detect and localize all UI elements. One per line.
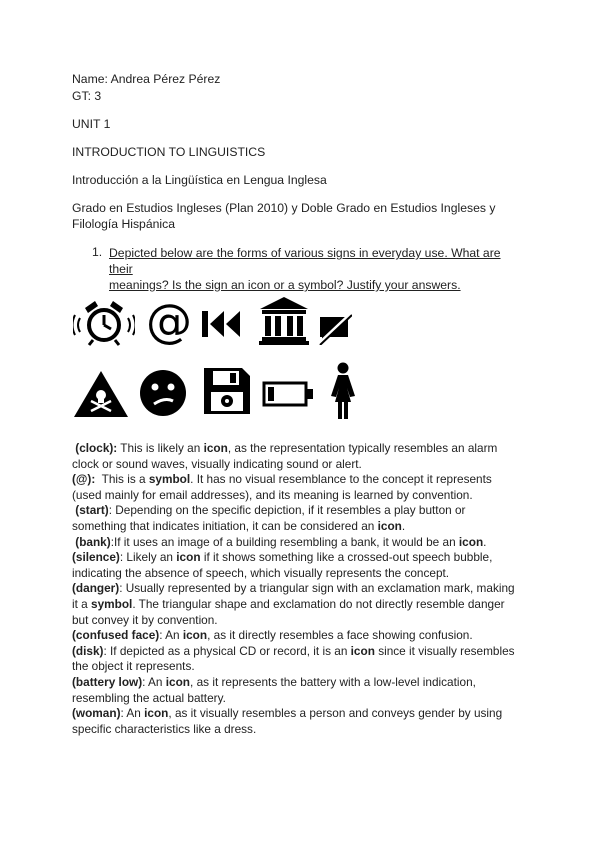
confused-face-icon bbox=[139, 369, 187, 417]
answer-line: (confused face): An icon, as it directly resembles a face showing confusion. bbox=[72, 628, 473, 643]
answer-line: resembling the actual battery. bbox=[72, 690, 226, 705]
answer-line: (start): Depending on the specific depiction, if it resembles a play button or bbox=[75, 503, 466, 518]
muted-speech-icon bbox=[318, 313, 352, 345]
answer-line: it a symbol. The triangular shape and exclamation do not directly resemble danger bbox=[72, 596, 505, 611]
alarm-clock-icon bbox=[73, 298, 135, 348]
degree-line: Filología Hispánica bbox=[72, 217, 175, 231]
answer-line: (clock): This is likely an icon, as the representation typically resembles an alarm bbox=[75, 441, 498, 455]
answer-line: (disk): If depicted as a physical CD or record, it is an icon since it visually resembles bbox=[72, 643, 515, 658]
course-subtitle: Introducción a la Lingüística en Lengua Inglesa bbox=[72, 173, 327, 187]
degree-line: Grado en Estudios Ingleses (Plan 2010) y Doble Grado en Estudios Ingleses y bbox=[72, 201, 496, 215]
group-label: GT: 3 bbox=[72, 89, 102, 103]
course-title: INTRODUCTION TO LINGUISTICS bbox=[72, 145, 266, 159]
battery-low-icon bbox=[262, 381, 314, 407]
answer-line: (danger): Usually represented by a triangular sign with an exclamation mark, making bbox=[72, 581, 515, 596]
answer-line: indicating the absence of speech, which visually represents the concept. bbox=[72, 565, 450, 580]
skip-back-icon bbox=[202, 309, 246, 339]
answer-line: clock or sound waves, visually indicating sound or alert. bbox=[72, 456, 362, 471]
question-line: Depicted below are the forms of various signs in everyday use. What are their bbox=[109, 246, 501, 276]
question-number: 1. bbox=[92, 245, 103, 259]
answer-line: (bank):If it uses an image of a building resembling a bank, it would be an icon. bbox=[75, 534, 487, 549]
answer-line: (@): This is a symbol. It has no visual resemblance to the concept it represents bbox=[72, 472, 492, 487]
unit-heading: UNIT 1 bbox=[72, 117, 111, 131]
question-line: meanings? Is the sign an icon or a symbol? Justify your answers. bbox=[109, 278, 461, 292]
answer-line: (used mainly for email addresses), and its meaning is learned by convention. bbox=[72, 487, 473, 502]
at-sign-icon: @ bbox=[146, 294, 192, 348]
answer-line: the object it represents. bbox=[72, 659, 195, 674]
danger-icon bbox=[74, 371, 128, 417]
answer-line: but convey it by convention. bbox=[72, 612, 218, 627]
answer-line: (woman): An icon, as it visually resembles a person and conveys gender by using bbox=[72, 706, 503, 721]
floppy-disk-icon bbox=[204, 368, 250, 414]
student-name: Name: Andrea Pérez Pérez bbox=[72, 72, 221, 86]
woman-icon bbox=[330, 362, 356, 420]
answer-line: (battery low): An icon, as it represents the battery with a low-level indication, bbox=[72, 674, 476, 689]
answer-line: specific characteristics like a dress. bbox=[72, 721, 257, 736]
bank-icon bbox=[259, 297, 309, 345]
question-text bbox=[109, 245, 509, 293]
answers-section bbox=[72, 441, 532, 737]
answer-line: something that indicates initiation, it can be considered an icon. bbox=[72, 518, 406, 533]
answer-line: (silence): Likely an icon if it shows something like a crossed-out speech bubble, bbox=[72, 550, 493, 565]
